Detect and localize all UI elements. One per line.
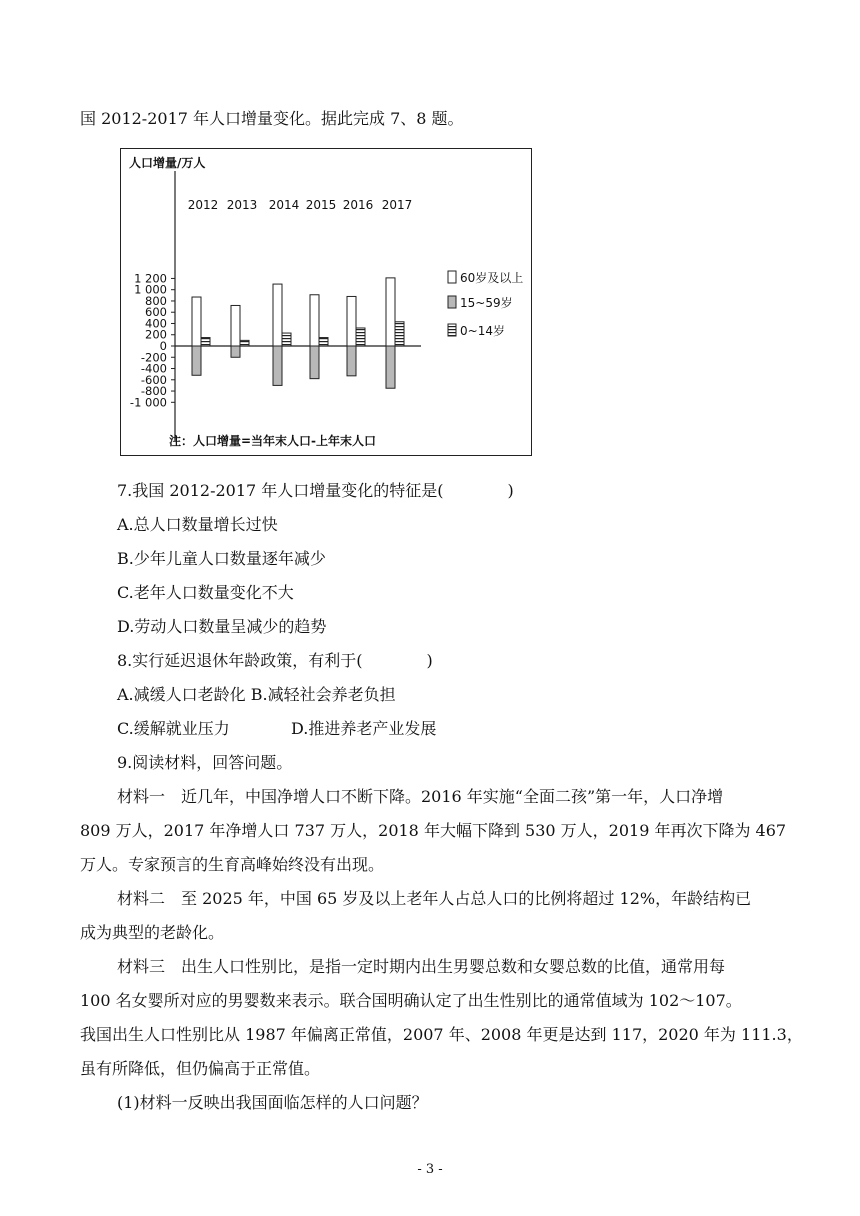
- q7-option-b: B.少年儿童人口数量逐年减少: [117, 549, 326, 568]
- material3-line3: 我国出生人口性别比从 1987 年偏离正常值，2007 年、2008 年更是达到 117，2020 年为 111.3，: [80, 1025, 803, 1044]
- y-tick-label: -800: [140, 384, 167, 399]
- bar-2012-series-0: [192, 297, 201, 346]
- bar-2014-series-2: [282, 333, 291, 346]
- year-label: 2015: [305, 198, 337, 212]
- material1-line1: 材料一 近几年，中国净增人口不断下降。2016 年实施“全面二孩”第一年，人口净增: [117, 787, 724, 806]
- y-tick-label: -1 000: [129, 395, 167, 410]
- material3-line4: 虽有所降低，但仍偏高于正常值。: [80, 1059, 321, 1078]
- bar-2014-series-1: [273, 346, 282, 385]
- q8-option-ab: A.减缓人口老龄化 B.减轻社会养老负担: [117, 685, 396, 704]
- legend-label-1: 15~59岁: [460, 296, 513, 310]
- y-tick-label: -200: [140, 350, 167, 365]
- bar-2016-series-0: [347, 296, 356, 346]
- q8-option-c: C.缓解就业压力: [117, 719, 230, 738]
- material2-line2: 成为典型的老龄化。: [80, 923, 225, 942]
- q8-stem: 8.实行延迟退休年龄政策，有利于( ): [117, 651, 433, 670]
- y-tick-label: 0: [159, 339, 167, 353]
- bar-2012-series-1: [192, 346, 201, 375]
- intro-line: 国 2012-2017 年人口增量变化。据此完成 7、8 题。: [80, 109, 464, 128]
- y-tick-label: 400: [145, 316, 167, 331]
- bar-2014-series-0: [273, 284, 282, 346]
- legend-swatch-2: [448, 324, 456, 336]
- material3-line1: 材料三 出生人口性别比，是指一定时期内出生男婴总数和女婴总数的比值，通常用每: [117, 957, 726, 976]
- bar-2013-series-0: [231, 305, 240, 346]
- bar-2017-series-1: [386, 346, 395, 388]
- chart-svg: [121, 149, 530, 454]
- population-chart: [120, 148, 532, 456]
- bar-2013-series-2: [240, 340, 249, 346]
- y-tick-label: 1 000: [134, 282, 167, 297]
- bar-2017-series-0: [386, 278, 395, 346]
- year-label: 2013: [226, 198, 258, 212]
- legend-label-0: 60岁及以上: [460, 271, 524, 285]
- legend-label-2: 0~14岁: [460, 324, 505, 338]
- year-label: 2012: [187, 198, 219, 212]
- y-tick-label: 600: [145, 305, 167, 320]
- legend-swatch-0: [448, 271, 456, 283]
- q7-option-d: D.劳动人口数量呈减少的趋势: [117, 617, 327, 636]
- q8-option-d: D.推进养老产业发展: [291, 719, 437, 738]
- page-number: - 3 -: [417, 1162, 443, 1177]
- bar-2016-series-2: [356, 328, 365, 346]
- year-label: 2014: [268, 198, 300, 212]
- bar-2015-series-1: [310, 346, 319, 379]
- chart-note: 注：人口增量=当年末人口-上年末人口: [169, 434, 377, 448]
- q7-option-c: C.老年人口数量变化不大: [117, 583, 294, 602]
- bar-2012-series-2: [201, 338, 210, 346]
- chart-title: 人口增量/万人: [129, 156, 206, 170]
- material1-line2: 809 万人，2017 年净增人口 737 万人，2018 年大幅下降到 530 万人，2019 年再次下降为 467: [80, 821, 787, 840]
- q9-stem: 9.阅读材料，回答问题。: [117, 753, 293, 772]
- bar-2015-series-2: [319, 338, 328, 346]
- year-label: 2016: [342, 198, 374, 212]
- q7-stem: 7.我国 2012-2017 年人口增量变化的特征是( ): [117, 481, 514, 500]
- bar-2016-series-1: [347, 346, 356, 376]
- material3-line2: 100 名女婴所对应的男婴数来表示。联合国明确认定了出生性别比的通常值域为 102～107。: [80, 991, 742, 1010]
- q9-sub1: (1)材料一反映出我国面临怎样的人口问题？: [117, 1093, 428, 1112]
- legend-swatch-1: [448, 296, 456, 308]
- y-tick-label: 800: [145, 293, 167, 308]
- y-tick-label: -600: [140, 372, 167, 387]
- bar-2013-series-1: [231, 346, 240, 357]
- material2-line1: 材料二 至 2025 年，中国 65 岁及以上老年人占总人口的比例将超过 12%，年龄结构已: [117, 889, 752, 908]
- y-tick-label: 1 200: [134, 271, 167, 286]
- q7-option-a: A.总人口数量增长过快: [117, 515, 278, 534]
- material1-line3: 万人。专家预言的生育高峰始终没有出现。: [80, 855, 385, 874]
- year-label: 2017: [381, 198, 413, 212]
- bar-2017-series-2: [395, 322, 404, 346]
- y-tick-label: -400: [140, 361, 167, 376]
- y-tick-label: 200: [145, 327, 167, 342]
- bar-2015-series-0: [310, 295, 319, 346]
